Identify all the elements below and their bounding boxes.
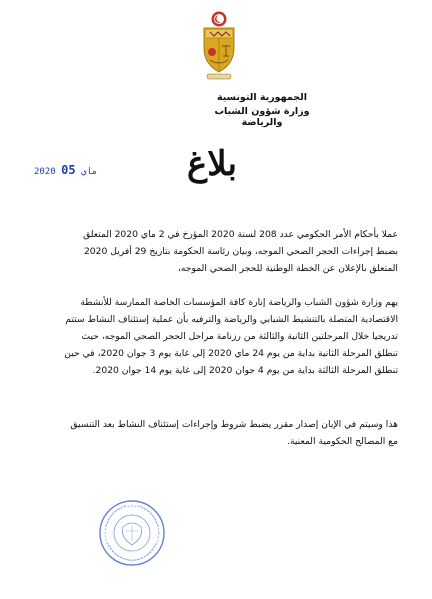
text-line: المتعلق بالإعلان عن الخطة الوطنية للحجر الصحي الموجه، bbox=[177, 263, 398, 274]
ministry-header: وزارة شؤون الشباب والرياضة bbox=[214, 106, 310, 128]
text-line: الاقتصادية المتصلة بالتنشيط الشبابي والرياضة والترفيه بأن عملية إستئناف النشاط ستتم bbox=[65, 314, 398, 325]
text-line: تدريجيا خلال المرحلتين الثانية والثالثة من رزنامة مراحل الحجر الصحي الموجه، حيث bbox=[81, 331, 398, 342]
date-year: 2020 bbox=[34, 167, 56, 177]
text-line: مع المصالح الحكومية المعنية. bbox=[287, 436, 398, 447]
text-line: يهم وزارة شؤون الشباب والرياضة إنارة كافة المؤسسات الخاصة الممارسة للأنشطة bbox=[80, 297, 398, 308]
paragraph-2 bbox=[34, 294, 398, 379]
republic-header: الجمهورية التونسية bbox=[217, 92, 307, 103]
date-stamp bbox=[34, 163, 97, 177]
text-line: تنطلق المرحلة الثالثة بداية من يوم 4 جوان 2020 إلى غاية يوم 14 جوان 2020. bbox=[92, 365, 398, 376]
date-day: 05 bbox=[61, 163, 76, 177]
text-line: بضبط إجراءات الحجر الصحي الموجه، وبيان رئاسة الحكومة بتاريخ 29 أفريل 2020 bbox=[83, 246, 398, 257]
official-seal-stamp bbox=[96, 497, 168, 569]
text-line: هذا وسيتم في الإبان إصدار مقرر يضبط شروط وإجراءات إستئناف النشاط بعد التنسيق bbox=[70, 419, 398, 430]
text-line: عملا بأحكام الأمر الحكومي عدد 208 لسنة 2020 المؤرخ في 2 ماي 2020 المتعلق bbox=[83, 229, 398, 240]
date-month: ماي bbox=[80, 167, 98, 177]
document-title: بلاغ bbox=[186, 144, 238, 184]
paragraph-1 bbox=[34, 226, 398, 277]
coat-of-arms-emblem bbox=[202, 10, 236, 82]
paragraph-3 bbox=[34, 416, 398, 450]
text-line: تنطلق المرحلة الثانية بداية من يوم 24 ماي 2020 إلى غاية يوم 3 جوان 2020، في حين bbox=[64, 348, 398, 359]
